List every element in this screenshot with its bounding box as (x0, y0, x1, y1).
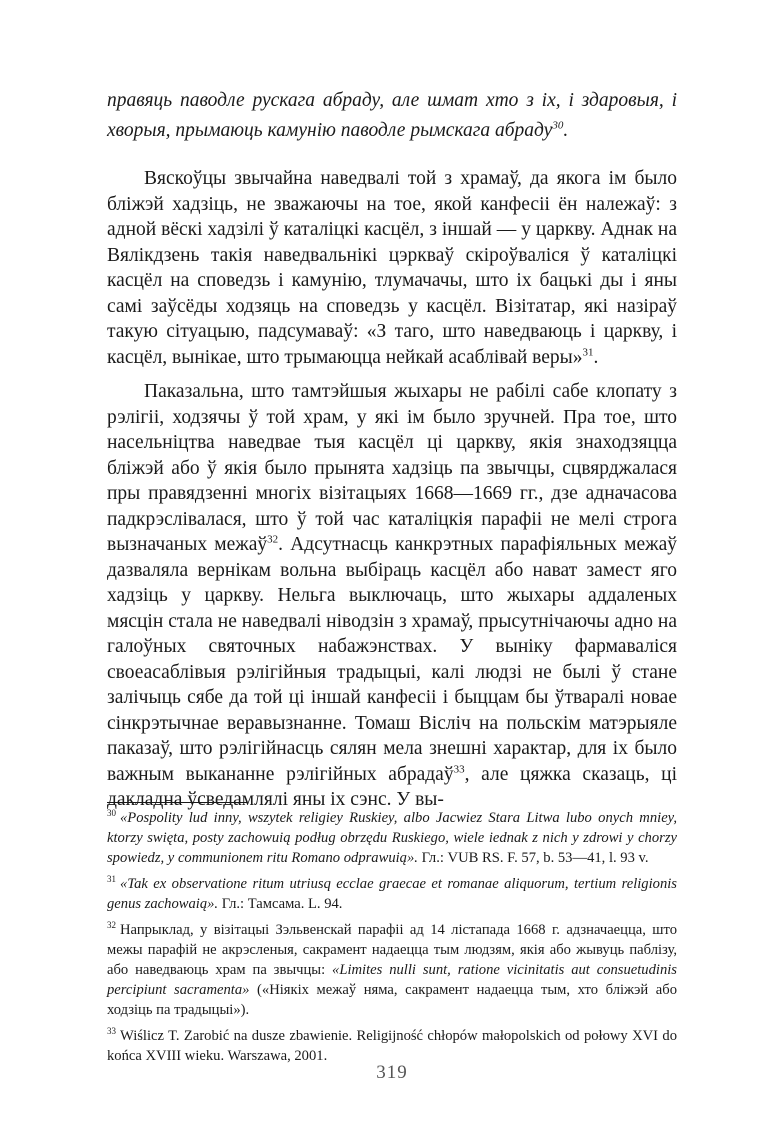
paragraph-1 (107, 166, 677, 370)
paragraph-1-tail: . (593, 346, 599, 368)
footnote-number: 32 (107, 920, 116, 931)
page-number: 319 (376, 1062, 408, 1083)
footnote-ref-32[interactable]: 32 (267, 533, 279, 546)
footnote-ref-30[interactable]: 30 (552, 119, 564, 132)
footnote-quote: «Limites nulli sunt, ratione vicinitatis aut consuetudinis percipiunt sacramenta» (107, 962, 677, 998)
footnote-30 (107, 808, 677, 868)
footnote-31 (107, 874, 677, 914)
paragraph-2-tail: , але цяжка сказаць, ці дакладна ўсведамлялі яны іх сэнс. У вы- (107, 763, 678, 810)
footnotes (107, 808, 677, 1072)
body-text (107, 166, 677, 822)
footnote-ref-33[interactable]: 33 (453, 763, 465, 775)
footnote-separator (107, 802, 247, 803)
paragraph-1-text: Вяскоўцы звычайна наведвалі той з храмаў, да якога ім было бліжэй хадзіць, не зважаючы на тое, якой канфесіі ён належаў: з адной вёскі хадзілі ў каталіцкі касцёл, з іншай — у царкву. Аднак на Вялікдзень такія наведвальнікі цэркваў скіроўваліся ў каталіцкі касцёл на споведзь і камунію, тлумачачы, што іх бацькі ды і яны самі заўсёды ходзяць на споведзь у касцёл. Візітатар, які назіраў такую сітуацыю, падсумаваў: «З таго, што наведваюць і царкву, і касцёл, вынікае, што трымаюцца нейкай асаблівай веры» (107, 168, 677, 368)
footnote-quote: «Pospolity lud inny, wszytek religiey Ruskiey, albo Jacwiez Stara Litwa lubo onych mniey, ktorzy swięta, posty zachowuią podług obrzędu Ruskiego, wiele iednak z nich y zdrowi y chorzy spowiedz, y communionem ritu Romano odprawuią». (107, 810, 677, 866)
footnote-number: 30 (107, 808, 116, 819)
footnote-33 (107, 1026, 677, 1066)
footnote-source: Гл.: Тамсама. L. 94. (218, 896, 343, 912)
footnote-text: Напрыклад, у візітацыі Зэльвенскай парафіі ад 14 лістапада 1668 г. адзначаецца, што межы парафій не акрэсленыя, сакрамент надаецца тым людзям, якія або жывуць паблізу, або наведваюць храм па звычцы: (107, 922, 677, 978)
footnote-translation: («Ніякіх межаў няма, сакрамент надаецца тым, хто бліжэй або ходзіць па традыцыі»). (107, 982, 677, 1018)
paragraph-2-mid: . Адсутнасць канкрэтных парафіяльных межаў дазваляла вернікам вольна выбіраць касцёл або нават замест яго хадзіць у царкву. Нельга выключаць, што жыхары аддаленых мясцін стала не наведвалі ніводзін з храмаў, прысутнічаючы адно на галоўных святочных набажэнствах. У выніку фармаваліся своеасаблівыя рэлігійныя традыцыі, калі людзі не былі ў стане залічыць сябе да той ці іншай канфесіі і быццам бы ўтваралі новае сінкрэтычнае веравызнанне. Томаш Вісліч на польскім матэрыяле паказаў, што рэлігійнасць сялян мела знешні характар, для іх было важным выкананне рэлігійных абрадаў (107, 534, 677, 785)
footnote-32 (107, 920, 677, 1020)
quote-block (107, 86, 677, 146)
footnote-number: 33 (107, 1026, 116, 1037)
quote-end: . (563, 120, 569, 141)
paragraph-2 (107, 379, 677, 813)
footnote-citation: Wiślicz T. Zarobić na dusze zbawienie. Religijność chłopów małopolskich od połowy XVI do końca XVIII wieku. Warszawa, 2001. (107, 1028, 677, 1064)
footnote-number: 31 (107, 874, 116, 885)
footnote-source: Гл.: VUB RS. F. 57, b. 53—41, l. 93 v. (417, 850, 649, 866)
footnote-quote: «Tak ex observatione ritum utriusq ecclae graecae et romanae aliquorum, tertium religionis genus zachowaią». (107, 876, 677, 912)
quote-text: правяць паводле рускага абраду, але шмат хто з іх, і здаровыя, і хворыя, прымаюць камунію паводле рымскага абраду (107, 90, 677, 141)
paragraph-2-text: Паказальна, што тамтэйшыя жыхары не рабілі сабе клопату з рэлігіі, ходзячы ў той храм, у які ім было зручней. Пра тое, што насельніцтва наведвае тыя касцёл ці царкву, якія знаходзяцца бліжэй або ў якія было прынята хадзіць па звычцы, сцвярджалася пры правядзенні многіх візітацыях 1668—1669 гг., дзе адначасова падкрэслівалася, што ў той час каталіцкія парафіі не мелі строга вызначаных межаў (107, 381, 677, 555)
footnote-ref-31[interactable]: 31 (582, 346, 594, 358)
